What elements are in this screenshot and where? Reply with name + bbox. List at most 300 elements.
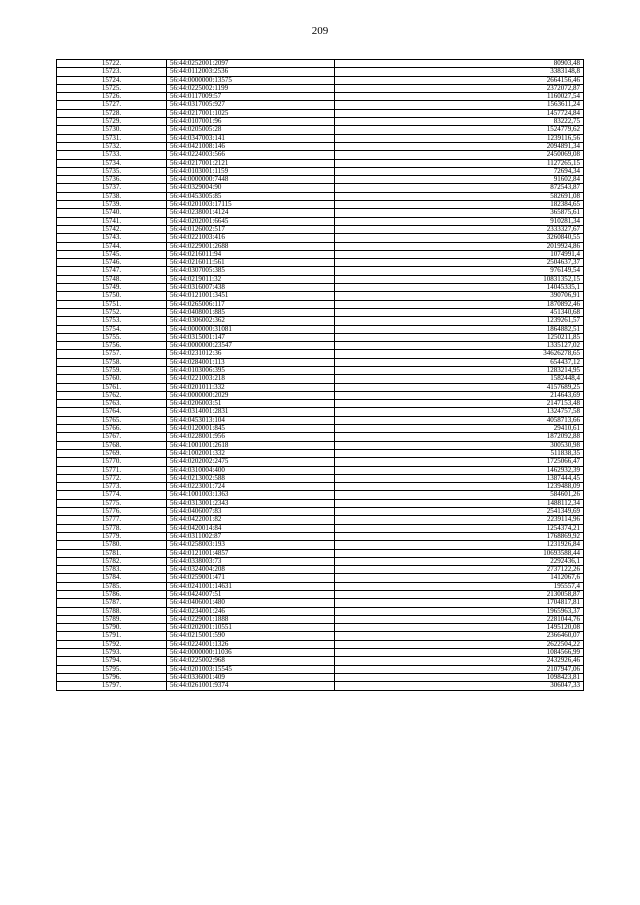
cadastral-number-cell: 56:44:0310004:400 — [167, 466, 335, 474]
row-number-cell: 15732. — [57, 142, 167, 150]
value-cell: 1457724,84 — [335, 109, 584, 117]
cadastral-number-cell: 56:44:0453013:104 — [167, 416, 335, 424]
cadastral-number-cell: 56:44:0120001:845 — [167, 425, 335, 433]
table-row — [57, 532, 584, 540]
row-number-cell: 15739. — [57, 201, 167, 209]
table-row — [57, 615, 584, 623]
cadastral-number-cell: 56:44:0238001:4124 — [167, 209, 335, 217]
cadastral-number-cell: 56:44:0324004:208 — [167, 566, 335, 574]
row-number-cell: 15748. — [57, 275, 167, 283]
value-cell: 910281,34 — [335, 217, 584, 225]
table-row — [57, 649, 584, 657]
cadastral-number-cell: 56:44:0229001:2688 — [167, 242, 335, 250]
value-cell: 2664156,46 — [335, 76, 584, 84]
row-number-cell: 15772. — [57, 474, 167, 482]
table-row — [57, 433, 584, 441]
table-row — [57, 60, 584, 68]
row-number-cell: 15745. — [57, 250, 167, 258]
row-number-cell: 15736. — [57, 176, 167, 184]
value-cell: 91602,84 — [335, 176, 584, 184]
cadastral-number-cell: 56:44:0000000:31081 — [167, 325, 335, 333]
cadastral-number-cell: 56:44:0224001:1326 — [167, 640, 335, 648]
cadastral-number-cell: 56:44:0112003:2536 — [167, 68, 335, 76]
cadastral-number-cell: 56:44:0284001:113 — [167, 358, 335, 366]
table-row — [57, 317, 584, 325]
cadastral-number-cell: 56:44:0000000:13575 — [167, 76, 335, 84]
value-cell: 390706,91 — [335, 292, 584, 300]
table-row — [57, 524, 584, 532]
table-row — [57, 682, 584, 690]
table-row — [57, 449, 584, 457]
row-number-cell: 15762. — [57, 391, 167, 399]
cadastral-number-cell: 56:44:0329004:90 — [167, 184, 335, 192]
table-row — [57, 640, 584, 648]
value-cell: 2504637,37 — [335, 259, 584, 267]
row-number-cell: 15782. — [57, 557, 167, 565]
value-cell: 511838,35 — [335, 449, 584, 457]
table-row — [57, 225, 584, 233]
cadastral-number-cell: 56:44:0000000:11036 — [167, 649, 335, 657]
value-cell: 1127265,15 — [335, 159, 584, 167]
table-row — [57, 126, 584, 134]
value-cell: 306047,33 — [335, 682, 584, 690]
row-number-cell: 15725. — [57, 84, 167, 92]
cadastral-number-cell: 56:44:0000000:7448 — [167, 176, 335, 184]
row-number-cell: 15723. — [57, 68, 167, 76]
table-row — [57, 466, 584, 474]
cadastral-number-cell: 56:44:0347003:141 — [167, 134, 335, 142]
value-cell: 2094891,34 — [335, 142, 584, 150]
value-cell: 1872092,88 — [335, 433, 584, 441]
cadastral-number-cell: 56:44:0107001:96 — [167, 118, 335, 126]
cadastral-number-cell: 56:44:0000000:2029 — [167, 391, 335, 399]
row-number-cell: 15784. — [57, 574, 167, 582]
table-row — [57, 624, 584, 632]
row-number-cell: 15778. — [57, 524, 167, 532]
value-cell: 1283214,95 — [335, 366, 584, 374]
table-row — [57, 425, 584, 433]
cadastral-number-cell: 56:44:0221003:218 — [167, 375, 335, 383]
row-number-cell: 15779. — [57, 532, 167, 540]
value-cell: 1074991,4 — [335, 250, 584, 258]
table-row — [57, 607, 584, 615]
cadastral-number-cell: 56:44:0223001:724 — [167, 483, 335, 491]
cadastral-number-cell: 56:44:0314001:2831 — [167, 408, 335, 416]
value-cell: 14045335,1 — [335, 284, 584, 292]
value-cell: 1239261,57 — [335, 317, 584, 325]
row-number-cell: 15791. — [57, 632, 167, 640]
row-number-cell: 15756. — [57, 342, 167, 350]
value-cell: 2450069,08 — [335, 151, 584, 159]
table-row — [57, 574, 584, 582]
value-cell: 2281044,76 — [335, 615, 584, 623]
cadastral-number-cell: 56:44:0217001:1025 — [167, 109, 335, 117]
table-row — [57, 93, 584, 101]
row-number-cell: 15730. — [57, 126, 167, 134]
table-row — [57, 201, 584, 209]
table-row — [57, 657, 584, 665]
cadastral-number-cell: 56:44:0206003:51 — [167, 400, 335, 408]
cadastral-number-cell: 56:44:0228001:956 — [167, 433, 335, 441]
cadastral-number-cell: 56:44:0317005:927 — [167, 101, 335, 109]
table-row — [57, 250, 584, 258]
value-cell: 1462932,39 — [335, 466, 584, 474]
row-number-cell: 15776. — [57, 508, 167, 516]
cadastral-number-cell: 56:44:0231012:36 — [167, 350, 335, 358]
cadastral-number-cell: 56:44:0315001:147 — [167, 333, 335, 341]
table-row — [57, 101, 584, 109]
value-cell: 300530,98 — [335, 441, 584, 449]
value-cell: 1231926,84 — [335, 541, 584, 549]
row-number-cell: 15735. — [57, 167, 167, 175]
cadastral-number-cell: 56:44:0219011:32 — [167, 275, 335, 283]
table-row — [57, 234, 584, 242]
cadastral-number-cell: 56:44:0121001:3451 — [167, 292, 335, 300]
cadastral-number-cell: 56:44:0453005:85 — [167, 192, 335, 200]
value-cell: 1084566,99 — [335, 649, 584, 657]
row-number-cell: 15741. — [57, 217, 167, 225]
table-row — [57, 458, 584, 466]
value-cell: 1704817,81 — [335, 599, 584, 607]
cadastral-number-cell: 56:44:0316007:438 — [167, 284, 335, 292]
row-number-cell: 15747. — [57, 267, 167, 275]
value-cell: 2239114,96 — [335, 516, 584, 524]
row-number-cell: 15738. — [57, 192, 167, 200]
table-row — [57, 76, 584, 84]
table-row — [57, 300, 584, 308]
table-row — [57, 366, 584, 374]
row-number-cell: 15770. — [57, 458, 167, 466]
row-number-cell: 15775. — [57, 499, 167, 507]
table-row — [57, 474, 584, 482]
cadastral-number-cell: 56:44:0213002:588 — [167, 474, 335, 482]
row-number-cell: 15794. — [57, 657, 167, 665]
value-cell: 1160027,54 — [335, 93, 584, 101]
value-cell: 29410,61 — [335, 425, 584, 433]
table-row — [57, 632, 584, 640]
table-row — [57, 192, 584, 200]
registry-table-body — [57, 60, 584, 691]
row-number-cell: 15767. — [57, 433, 167, 441]
row-number-cell: 15734. — [57, 159, 167, 167]
table-row — [57, 549, 584, 557]
table-row — [57, 350, 584, 358]
cadastral-number-cell: 56:44:0216011:94 — [167, 250, 335, 258]
row-number-cell: 15731. — [57, 134, 167, 142]
row-number-cell: 15733. — [57, 151, 167, 159]
cadastral-number-cell: 56:44:0216011:561 — [167, 259, 335, 267]
value-cell: 195557,4 — [335, 582, 584, 590]
table-row — [57, 142, 584, 150]
table-row — [57, 209, 584, 217]
value-cell: 1725066,47 — [335, 458, 584, 466]
value-cell: 1387444,45 — [335, 474, 584, 482]
cadastral-number-cell: 56:44:0406007:83 — [167, 508, 335, 516]
table-row — [57, 184, 584, 192]
table-row — [57, 416, 584, 424]
table-row — [57, 267, 584, 275]
value-cell: 1098423,81 — [335, 673, 584, 681]
registry-table — [56, 59, 584, 691]
value-cell: 2107947,06 — [335, 665, 584, 673]
cadastral-number-cell: 56:44:1002001:332 — [167, 449, 335, 457]
table-row — [57, 151, 584, 159]
row-number-cell: 15758. — [57, 358, 167, 366]
cadastral-number-cell: 56:44:0234001:246 — [167, 607, 335, 615]
value-cell: 214643,69 — [335, 391, 584, 399]
row-number-cell: 15783. — [57, 566, 167, 574]
row-number-cell: 15759. — [57, 366, 167, 374]
value-cell: 365875,61 — [335, 209, 584, 217]
cadastral-number-cell: 56:44:0252001:2097 — [167, 60, 335, 68]
value-cell: 182384,65 — [335, 201, 584, 209]
value-cell: 2737122,26 — [335, 566, 584, 574]
cadastral-number-cell: 56:44:0221003:416 — [167, 234, 335, 242]
row-number-cell: 15753. — [57, 317, 167, 325]
cadastral-number-cell: 56:44:0241001:14631 — [167, 582, 335, 590]
row-number-cell: 15727. — [57, 101, 167, 109]
value-cell: 72694,34 — [335, 167, 584, 175]
cadastral-number-cell: 56:44:0000000:23547 — [167, 342, 335, 350]
row-number-cell: 15740. — [57, 209, 167, 217]
value-cell: 654437,12 — [335, 358, 584, 366]
row-number-cell: 15722. — [57, 60, 167, 68]
value-cell: 1239488,09 — [335, 483, 584, 491]
row-number-cell: 15755. — [57, 333, 167, 341]
row-number-cell: 15746. — [57, 259, 167, 267]
row-number-cell: 15724. — [57, 76, 167, 84]
row-number-cell: 15760. — [57, 375, 167, 383]
row-number-cell: 15761. — [57, 383, 167, 391]
table-row — [57, 176, 584, 184]
value-cell: 2432926,46 — [335, 657, 584, 665]
table-row — [57, 665, 584, 673]
cadastral-number-cell: 56:44:0311002:87 — [167, 532, 335, 540]
cadastral-number-cell: 56:44:0306002:362 — [167, 317, 335, 325]
value-cell: 1965963,37 — [335, 607, 584, 615]
cadastral-number-cell: 56:44:0217001:2121 — [167, 159, 335, 167]
row-number-cell: 15763. — [57, 400, 167, 408]
row-number-cell: 15743. — [57, 234, 167, 242]
value-cell: 1254374,21 — [335, 524, 584, 532]
cadastral-number-cell: 56:44:0201011:332 — [167, 383, 335, 391]
table-row — [57, 591, 584, 599]
table-row — [57, 400, 584, 408]
cadastral-number-cell: 56:44:0205005:28 — [167, 126, 335, 134]
value-cell: 4058713,66 — [335, 416, 584, 424]
cadastral-number-cell: 56:44:1001003:1363 — [167, 491, 335, 499]
row-number-cell: 15751. — [57, 300, 167, 308]
row-number-cell: 15729. — [57, 118, 167, 126]
row-number-cell: 15787. — [57, 599, 167, 607]
table-row — [57, 557, 584, 565]
cadastral-number-cell: 56:44:0225002:968 — [167, 657, 335, 665]
cadastral-number-cell: 56:44:0121001:4857 — [167, 549, 335, 557]
row-number-cell: 15781. — [57, 549, 167, 557]
value-cell: 83222,75 — [335, 118, 584, 126]
value-cell: 451340,68 — [335, 308, 584, 316]
value-cell: 1768869,92 — [335, 532, 584, 540]
value-cell: 2130058,87 — [335, 591, 584, 599]
value-cell: 2147153,48 — [335, 400, 584, 408]
cadastral-number-cell: 56:44:0421008:146 — [167, 142, 335, 150]
table-row — [57, 109, 584, 117]
value-cell: 10693588,44 — [335, 549, 584, 557]
row-number-cell: 15728. — [57, 109, 167, 117]
table-row — [57, 441, 584, 449]
row-number-cell: 15797. — [57, 682, 167, 690]
cadastral-number-cell: 56:44:0307005:385 — [167, 267, 335, 275]
cadastral-number-cell: 56:44:0103001:1159 — [167, 167, 335, 175]
table-row — [57, 408, 584, 416]
value-cell: 4157689,25 — [335, 383, 584, 391]
table-row — [57, 292, 584, 300]
table-row — [57, 259, 584, 267]
row-number-cell: 15774. — [57, 491, 167, 499]
table-row — [57, 566, 584, 574]
value-cell: 1412067,6 — [335, 574, 584, 582]
value-cell: 2622504,22 — [335, 640, 584, 648]
value-cell: 2372072,87 — [335, 84, 584, 92]
value-cell: 2366460,07 — [335, 632, 584, 640]
row-number-cell: 15737. — [57, 184, 167, 192]
row-number-cell: 15795. — [57, 665, 167, 673]
cadastral-number-cell: 56:44:0201003:15545 — [167, 665, 335, 673]
table-row — [57, 516, 584, 524]
cadastral-number-cell: 56:44:0338003:73 — [167, 557, 335, 565]
table-row — [57, 375, 584, 383]
cadastral-number-cell: 56:44:0215001:590 — [167, 632, 335, 640]
table-row — [57, 308, 584, 316]
table-row — [57, 582, 584, 590]
cadastral-number-cell: 56:44:0202002:2475 — [167, 458, 335, 466]
row-number-cell: 15771. — [57, 466, 167, 474]
table-row — [57, 84, 584, 92]
cadastral-number-cell: 56:44:0420014:84 — [167, 524, 335, 532]
table-row — [57, 391, 584, 399]
cadastral-number-cell: 56:44:0126002:517 — [167, 225, 335, 233]
value-cell: 34626278,65 — [335, 350, 584, 358]
table-row — [57, 284, 584, 292]
value-cell: 1488112,34 — [335, 499, 584, 507]
row-number-cell: 15785. — [57, 582, 167, 590]
table-row — [57, 217, 584, 225]
row-number-cell: 15757. — [57, 350, 167, 358]
row-number-cell: 15750. — [57, 292, 167, 300]
table-row — [57, 333, 584, 341]
value-cell: 584601,26 — [335, 491, 584, 499]
value-cell: 1864882,51 — [335, 325, 584, 333]
row-number-cell: 15744. — [57, 242, 167, 250]
value-cell: 10831352,15 — [335, 275, 584, 283]
row-number-cell: 15793. — [57, 649, 167, 657]
cadastral-number-cell: 56:44:0229001:1888 — [167, 615, 335, 623]
cadastral-number-cell: 56:44:0261001:9374 — [167, 682, 335, 690]
cadastral-number-cell: 56:44:0259001:471 — [167, 574, 335, 582]
value-cell: 2333327,67 — [335, 225, 584, 233]
table-row — [57, 491, 584, 499]
value-cell: 2541349,69 — [335, 508, 584, 516]
table-row — [57, 673, 584, 681]
page-number: 209 — [311, 25, 329, 37]
cadastral-number-cell: 56:44:0202001:6645 — [167, 217, 335, 225]
table-row — [57, 358, 584, 366]
value-cell: 2019924,86 — [335, 242, 584, 250]
row-number-cell: 15773. — [57, 483, 167, 491]
cadastral-number-cell: 56:44:0225002:1199 — [167, 84, 335, 92]
value-cell: 3260840,55 — [335, 234, 584, 242]
value-cell: 976149,54 — [335, 267, 584, 275]
value-cell: 1524779,62 — [335, 126, 584, 134]
row-number-cell: 15792. — [57, 640, 167, 648]
cadastral-number-cell: 56:44:0422001:82 — [167, 516, 335, 524]
value-cell: 582691,08 — [335, 192, 584, 200]
table-row — [57, 275, 584, 283]
cadastral-number-cell: 56:44:0424007:51 — [167, 591, 335, 599]
cadastral-number-cell: 56:44:0408001:885 — [167, 308, 335, 316]
value-cell: 1239116,56 — [335, 134, 584, 142]
cadastral-number-cell: 56:44:0117009:57 — [167, 93, 335, 101]
table-row — [57, 541, 584, 549]
value-cell: 872543,87 — [335, 184, 584, 192]
row-number-cell: 15726. — [57, 93, 167, 101]
table-row — [57, 118, 584, 126]
row-number-cell: 15742. — [57, 225, 167, 233]
value-cell: 3383148,8 — [335, 68, 584, 76]
row-number-cell: 15789. — [57, 615, 167, 623]
cadastral-number-cell: 56:44:0258003:193 — [167, 541, 335, 549]
cadastral-number-cell: 56:44:0103006:395 — [167, 366, 335, 374]
row-number-cell: 15765. — [57, 416, 167, 424]
cadastral-number-cell: 56:44:0265006:117 — [167, 300, 335, 308]
value-cell: 1870892,46 — [335, 300, 584, 308]
table-row — [57, 68, 584, 76]
table-row — [57, 483, 584, 491]
row-number-cell: 15754. — [57, 325, 167, 333]
value-cell: 1582448,4 — [335, 375, 584, 383]
row-number-cell: 15766. — [57, 425, 167, 433]
row-number-cell: 15769. — [57, 449, 167, 457]
row-number-cell: 15768. — [57, 441, 167, 449]
row-number-cell: 15786. — [57, 591, 167, 599]
table-row — [57, 499, 584, 507]
table-row — [57, 242, 584, 250]
value-cell: 1324757,58 — [335, 408, 584, 416]
table-row — [57, 342, 584, 350]
table-row — [57, 383, 584, 391]
table-row — [57, 167, 584, 175]
row-number-cell: 15780. — [57, 541, 167, 549]
row-number-cell: 15796. — [57, 673, 167, 681]
value-cell: 1495120,08 — [335, 624, 584, 632]
table-row — [57, 159, 584, 167]
row-number-cell: 15764. — [57, 408, 167, 416]
value-cell: 1335127,02 — [335, 342, 584, 350]
row-number-cell: 15788. — [57, 607, 167, 615]
cadastral-number-cell: 56:44:0336001:409 — [167, 673, 335, 681]
table-row — [57, 599, 584, 607]
row-number-cell: 15777. — [57, 516, 167, 524]
cadastral-number-cell: 56:44:0313001:2343 — [167, 499, 335, 507]
row-number-cell: 15752. — [57, 308, 167, 316]
cadastral-number-cell: 56:44:0224003:566 — [167, 151, 335, 159]
table-row — [57, 508, 584, 516]
table-row — [57, 134, 584, 142]
value-cell: 1563611,24 — [335, 101, 584, 109]
row-number-cell: 15749. — [57, 284, 167, 292]
value-cell: 2292436,1 — [335, 557, 584, 565]
cadastral-number-cell: 56:44:0201003:17115 — [167, 201, 335, 209]
